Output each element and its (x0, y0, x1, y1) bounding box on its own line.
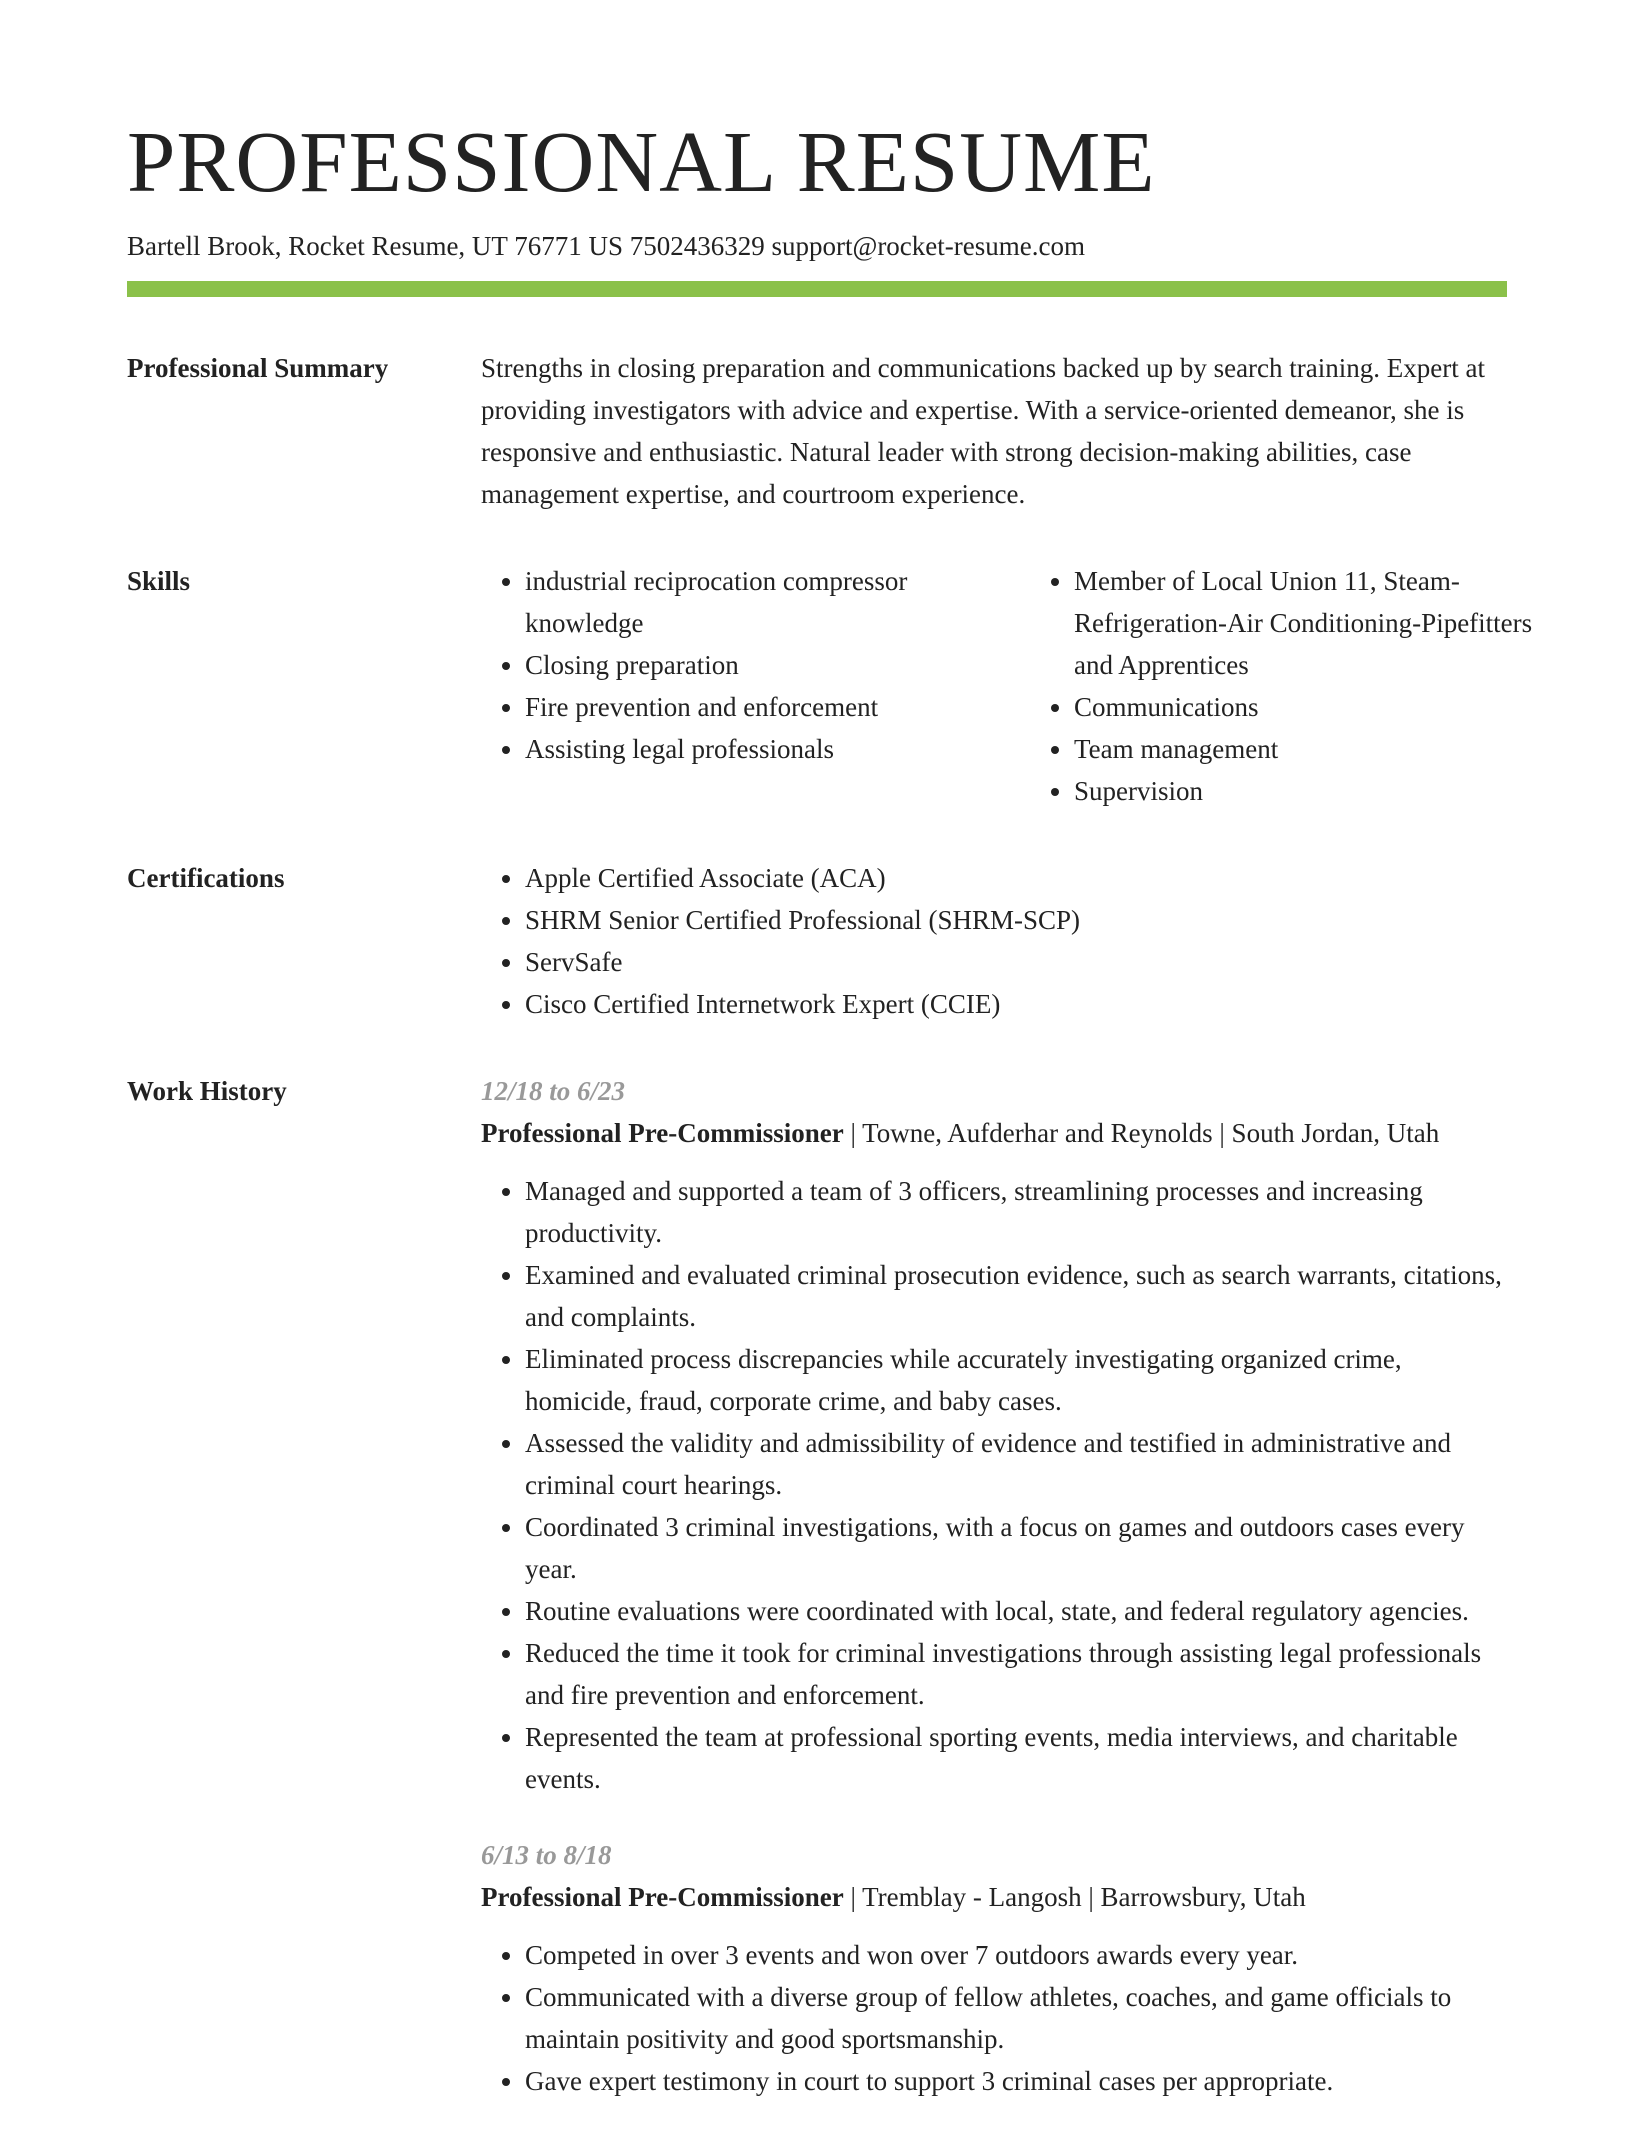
certification-item: • Apple Certified Associate (ACA) (525, 857, 1507, 899)
resume-page (127, 113, 1533, 2136)
skill-item: • Assisting legal professionals (525, 728, 1030, 770)
job-heading (481, 1112, 1507, 1154)
skill-item: • Supervision (1074, 770, 1554, 812)
certification-item: • ServSafe (525, 941, 1507, 983)
work-history-heading: Work History (127, 1076, 287, 1107)
job-entry (481, 1070, 1507, 1800)
job-title: Professional Pre-Commissioner (481, 1882, 844, 1913)
job-bullet: • Managed and supported a team of 3 officers, streamlining processes and increasing productivity. (525, 1170, 1507, 1254)
skills-heading: Skills (127, 566, 191, 597)
job-bullet: • Assessed the validity and admissibility of evidence and testified in administrative and criminal court hearings. (525, 1422, 1507, 1506)
contact-line: Bartell Brook, Rocket Resume, UT 76771 US 7502436329 support@rocket-resume.com (127, 231, 1085, 261)
accent-divider (127, 281, 1507, 297)
job-bullet: • Represented the team at professional sporting events, media interviews, and charitable events. (525, 1716, 1507, 1800)
job-responsibilities (481, 1170, 1507, 1800)
skill-item: • Fire prevention and enforcement (525, 686, 1030, 728)
work-history-section (127, 1070, 1507, 2136)
job-entry (481, 1834, 1507, 2102)
skill-item: • industrial reciprocation compressor knowledge (525, 560, 1030, 644)
job-bullet: • Routine evaluations were coordinated with local, state, and federal regulatory agencies. (525, 1590, 1507, 1632)
certification-item: • SHRM Senior Certified Professional (SHRM-SCP) (525, 899, 1507, 941)
job-bullet: • Communicated with a diverse group of fellow athletes, coaches, and game officials to maintain positivity and good sportsmanship. (525, 1976, 1507, 2060)
job-employer-location: | Tremblay - Langosh | Barrowsbury, Utah (843, 1882, 1306, 1913)
job-employer-location: | Towne, Aufderhar and Reynolds | South Jordan, Utah (843, 1118, 1440, 1149)
summary-heading: Professional Summary (127, 353, 389, 384)
skill-item: • Communications (1074, 686, 1554, 728)
job-dates: 6/13 to 8/18 (481, 1840, 612, 1871)
job-responsibilities (481, 1934, 1507, 2102)
certifications-section (127, 857, 1507, 1025)
skill-item: • Member of Local Union 11, Steam-Refrigeration-Air Conditioning-Pipefitters and Apprentices (1074, 560, 1554, 686)
skills-section (127, 560, 1533, 812)
job-bullet: • Reduced the time it took for criminal investigations through assisting legal professionals and fire prevention and enforcement. (525, 1632, 1507, 1716)
skill-item: • Closing preparation (525, 644, 1030, 686)
job-heading (481, 1876, 1507, 1918)
summary-text: Strengths in closing preparation and communications backed up by search training. Expert at providing investigators with advice and expertise. With a service-oriented demeanor, she is responsive and enthusiastic. Natural leader with strong decision-making abilities, case management expertise, and courtroom experience. (481, 353, 1485, 510)
job-title: Professional Pre-Commissioner (481, 1118, 844, 1149)
job-bullet: • Coordinated 3 criminal investigations, with a focus on games and outdoors cases every year. (525, 1506, 1507, 1590)
certification-item: • Cisco Certified Internetwork Expert (CCIE) (525, 983, 1507, 1025)
job-bullet: • Competed in over 3 events and won over 7 outdoors awards every year. (525, 1934, 1507, 1976)
job-bullet: • Gave expert testimony in court to support 3 criminal cases per appropriate. (525, 2060, 1507, 2102)
job-bullet: • Examined and evaluated criminal prosecution evidence, such as search warrants, citations, and complaints. (525, 1254, 1507, 1338)
skill-item: • Team management (1074, 728, 1554, 770)
job-bullet: • Eliminated process discrepancies while accurately investigating organized crime, homicide, fraud, corporate crime, and baby cases. (525, 1338, 1507, 1422)
job-dates: 12/18 to 6/23 (481, 1076, 626, 1107)
skills-list-right (1030, 560, 1554, 812)
certifications-list (481, 857, 1507, 1025)
summary-section (127, 347, 1507, 515)
resume-title: PROFESSIONAL RESUME (127, 113, 1156, 210)
certifications-heading: Certifications (127, 863, 285, 894)
skills-list-left (481, 560, 1030, 812)
